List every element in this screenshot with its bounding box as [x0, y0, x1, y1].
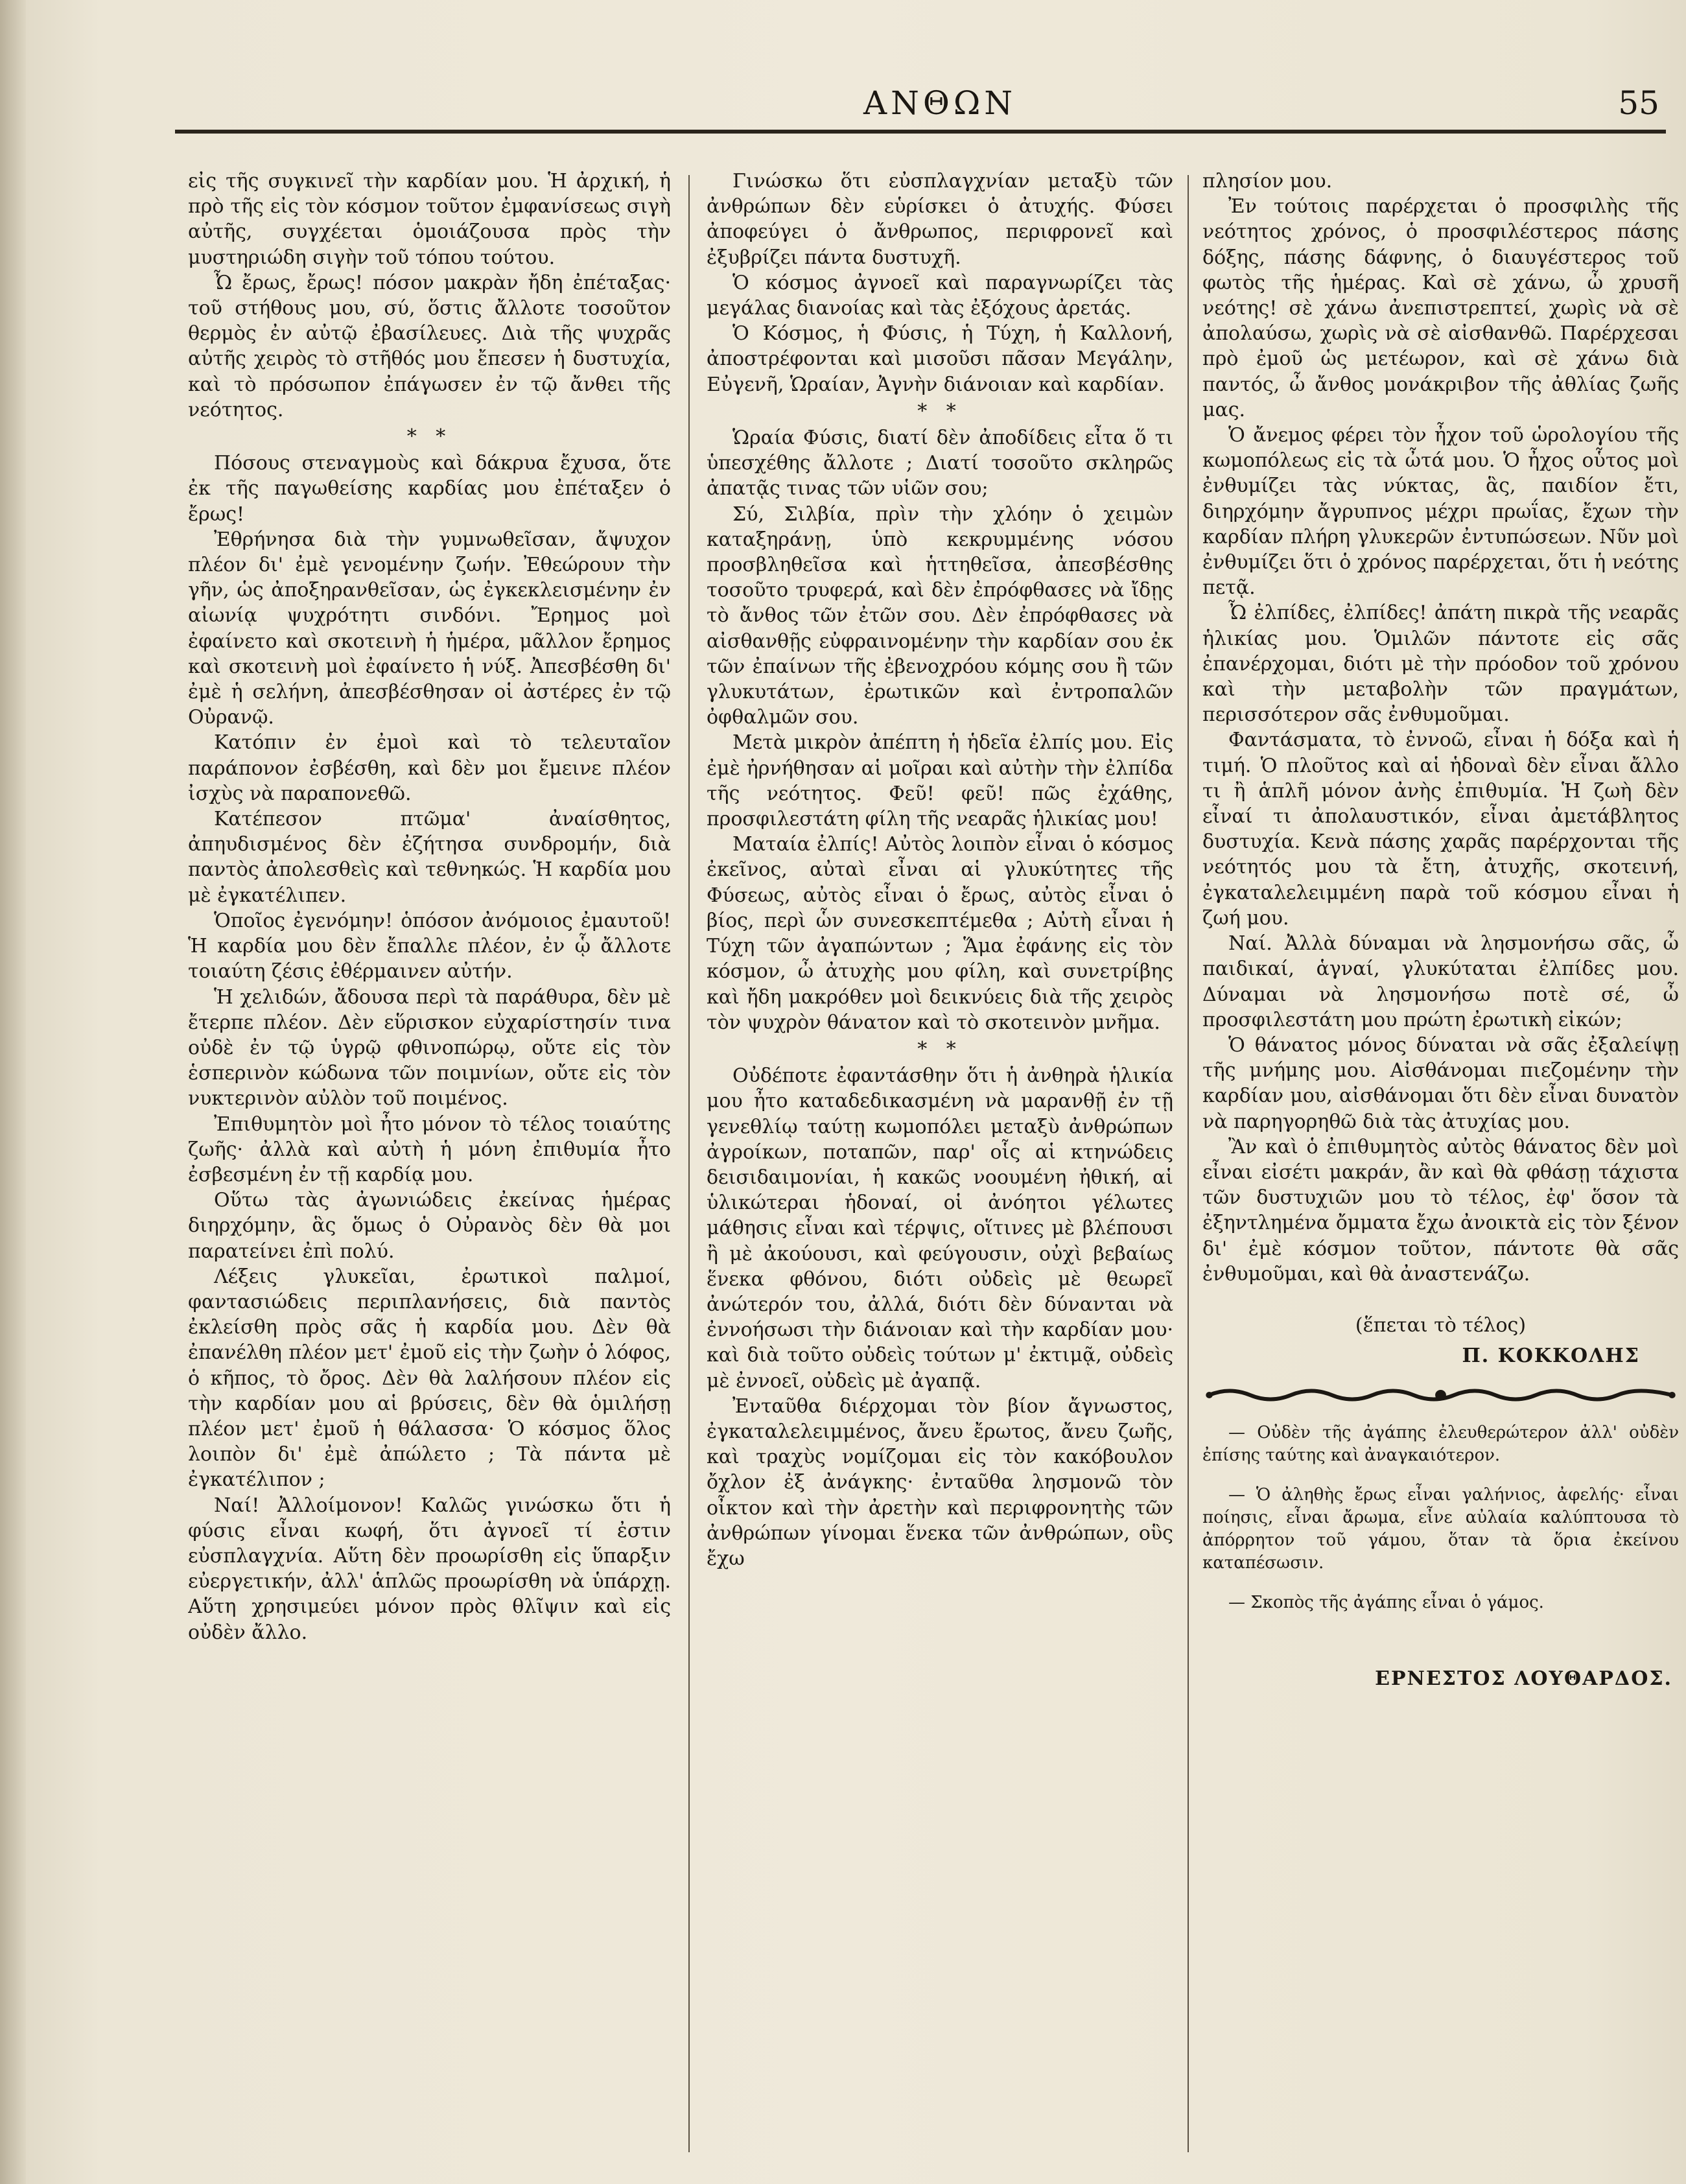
column-3	[1202, 169, 1679, 2152]
paragraph: Ἂν καὶ ὁ ἐπιθυμητὸς αὐτὸς θάνατος δὲν μοὶ εἶναι εἰσέτι μακράν, ἂν καὶ θὰ φθάσῃ τάχιστα τῶν δυστυχιῶν μου τὸ τέλος, ἐφ' ὅσον τὰ ἐξηντλημένα ὄμματα ἔχω ἀνοικτὰ εἰς τὸν ξένον δι' ἐμὲ κόσμον τοῦτον, πάντοτε θὰ σᾶς ἐνθυμοῦμαι, καὶ θὰ ἀναστενάζω.	[1202, 1135, 1679, 1286]
paragraph: Ματαία ἐλπίς! Αὐτὸς λοιπὸν εἶναι ὁ κόσμος ἐκεῖνος, αὐταὶ εἶναι αἱ γλυκύτητες τῆς Φύσεως, αὐτὸς εἶναι ὁ ἔρως, αὐτὸς εἶναι ὁ βίος, περὶ ὧν συνεσκεπτέμεθα ; Αὐτὴ εἶναι ἡ Τύχη τῶν ἀγαπώντων ; Ἅμα ἐφάνης εἰς τὸν κόσμον, ὦ ἀτυχὴς μου φίλη, καὶ συνετρίβης καὶ ἤδη μακρόθεν μοὶ δεικνύεις διὰ τῆς χειρὸς τὸν ψυχρὸν θάνατον καὶ τὸ σκοτεινὸν μνῆμα.	[707, 833, 1173, 1034]
section-asterisks: * *	[917, 399, 963, 423]
paragraph: Κατέπεσον πτῶμα' ἀναίσθητος, ἀπηυδισμένος δὲν ἐζήτησα συνδρομήν, διὰ παντὸς ἀπολεσθεὶς καὶ τεθνηκώς. Ἡ καρδία μου μὲ ἐγκατέλιπεν.	[188, 808, 671, 907]
paragraph: Οὐδέποτε ἐφαντάσθην ὅτι ἡ ἀνθηρὰ ἡλικία μου ἦτο καταδεδικασμένη νὰ μαρανθῇ ἐν τῇ γενεθλίῳ ταύτῃ κωμοπόλει μεταξὺ ἀνθρώπων ἀγροίκων, ποταπῶν, παρ' οἷς αἱ κτηνώδεις δεισιδαιμονίαι, ἡ κακῶς νοουμένη ἠθική, αἱ ὑλικώτεραι ἡδοναί, οἱ ἀνόητοι γέλωτες μάθησις εἶναι καὶ τέρψις, οἵτινες μὲ βλέπουσι ἢ μὲ ἀκούουσι, καὶ φεύγουσιν, οὐχὶ βεβαίως ἕνεκα φθόνου, διότι οὐδεὶς μὲ θεωρεῖ ἀνώτερόν του, ἀλλά, διότι δὲν δύνανται νὰ ἐννοήσωσι τὴν διάνοιαν καὶ τὴν καρδίαν μου· καὶ διὰ τοῦτο οὐδεὶς τούτων μ' ἐκτιμᾷ, οὐδεὶς μὲ ἐννοεῖ, οὐδεὶς μὲ ἀγαπᾷ.	[707, 1064, 1173, 1392]
paragraph: Ὡραία Φύσις, διατί δὲν ἀποδίδεις εἶτα ὅ τι ὑπεσχέθης ἄλλοτε ; Διατί τοσοῦτο σκληρῶς ἀπατᾷς τινας τῶν υἱῶν σου;	[707, 427, 1173, 500]
paragraph: Λέξεις γλυκεῖαι, ἐρωτικοὶ παλμοί, φαντασιώδεις περιπλανήσεις, διὰ παντὸς ἐκλείσθη πρὸς σᾶς ἡ καρδία μου. Δὲν θὰ ἐπανέλθη πλέον μετ' ἐμοῦ εἰς τὴν ζωὴν ὁ λόφος, ὁ κῆπος, τὸ ὄρος. Δὲν θὰ λαλήσουν πλέον εἰς τὴν καρδίαν μου αἱ βρύσεις, δὲν θὰ ὁμιλήσῃ πλέον μετ' ἐμοῦ ἡ θάλασσα· Ὁ κόσμος ὅλος λοιπὸν δι' ἐμὲ ἀπώλετο ; Τὰ πάντα μὲ ἐγκατέλιπον ;	[188, 1265, 671, 1492]
paragraph: Ὁ Κόσμος, ἡ Φύσις, ἡ Τύχη, ἡ Καλλονή, ἀποστρέφονται καὶ μισοῦσι πᾶσαν Μεγάλην, Εὐγενῆ, Ὡραίαν, Ἀγνὴν διάνοιαν καὶ καρδίαν.	[707, 322, 1173, 396]
author-signature: Π. ΚΟΚΚΟΛΗΣ	[1462, 1344, 1640, 1368]
paragraph: Σύ, Σιλβία, πρὶν τὴν χλόην ὁ χειμὼν καταξηράνῃ, ὑπὸ κεκρυμμένης νόσου προσβληθεῖσα καὶ ἡττηθεῖσα, ἀπεσβέσθης τοσοῦτο τρυφερά, καὶ δὲν ἐπρόφθασες νὰ ἴδῃς τὸ ἄνθος τῶν ἐτῶν σου. Δὲν ἐπρόφθασες νὰ αἰσθανθῇς εὐφραινομένην τὴν καρδίαν σου ἐκ τῶν ἐπαίνων τῆς ἐβενοχρόου κόμης σου ἢ τῶν γλυκυτάτων, ἐρωτικῶν καὶ ἐντροπαλῶν ὀφθαλμῶν σου.	[707, 502, 1173, 729]
paragraph: Ὁποῖος ἐγενόμην! ὁπόσον ἀνόμοιος ἐμαυτοῦ! Ἡ καρδία μου δὲν ἔπαλλε πλέον, ἐν ᾧ ἄλλοτε τοιαύτη ζέσις ἐθέρμαινεν αὐτήν.	[188, 909, 671, 983]
ornamental-divider	[1202, 1385, 1679, 1405]
maxim: — Οὐδὲν τῆς ἀγάπης ἐλευθερώτερον ἀλλ' οὐδὲν ἐπίσης ταύτης καὶ ἀναγκαιότερον.	[1202, 1423, 1679, 1466]
paragraph: Ἐν τούτοις παρέρχεται ὁ προσφιλὴς τῆς νεότητος χρόνος, ὁ προσφιλέστερος πάσης δόξης, πάσης δάφνης, ὁ διαυγέστερος τοῦ φωτὸς τῆς ἡμέρας. Καὶ σὲ χάνω, ὦ χρυσῆ νεότης! σὲ χάνω ἀνεπιστρεπτεί, χωρὶς νὰ σὲ ἀπολαύσω, χωρὶς νὰ σὲ αἰσθανθῶ. Παρέρχεσαι πρὸ ἐμοῦ ὡς μετέωρον, καὶ σὲ χάνω διὰ παντός, ὦ ἄνθος μονάκριβον τῆς ἀθλίας ζωῆς μας.	[1202, 195, 1679, 421]
page-number: 55	[1618, 84, 1659, 122]
paragraph: Οὕτω τὰς ἀγωνιώδεις ἐκείνας ἡμέρας διηρχόμην, ἃς ὅμως ὁ Οὐρανὸς δὲν θὰ μοι παρατείνει ἐπὶ πολύ.	[188, 1189, 671, 1263]
paragraph: Ναί! Ἀλλοίμονον! Καλῶς γινώσκω ὅτι ἡ φύσις εἶναι κωφή, ὅτι ἀγνοεῖ τί ἐστιν εὐσπλαγχνία. Αὕτη δὲν προωρίσθη εἰς ὕπαρξιν εὐεργετικήν, ἀλλ' ἁπλῶς προωρίσθη νὰ ὑπάρχῃ. Αὕτη χρησιμεύει μόνον πρὸς θλῖψιν καὶ εἰς οὐδὲν ἄλλο.	[188, 1494, 671, 1644]
paragraph: Ὁ ἄνεμος φέρει τὸν ἦχον τοῦ ὡρολογίου τῆς κωμοπόλεως εἰς τὰ ὦτά μου. Ὁ ἦχος οὗτος μοὶ ἐνθυμίζει τὰς νύκτας, ἃς, παιδίον ἔτι, διηρχόμην ἄγρυπνος μέχρι πρωΐας, ἔχων τὴν καρδίαν πλήρη γλυκερῶν ἐντυπώσεων. Νῦν μοὶ ἐνθυμίζει ὅτι ὁ χρόνος παρέρχεται, ὅτι ἡ νεότης πετᾷ.	[1202, 424, 1679, 600]
paragraph: Μετὰ μικρὸν ἀπέπτη ἡ ἡδεῖα ἐλπίς μου. Εἰς ἐμὲ ἠρνήθησαν αἱ μοῖραι καὶ αὐτὴν τὴν ἐλπίδα τῆς νεότητος. Φεῦ! φεῦ! πῶς ἐχάθης, προσφιλεστάτη φίλη τῆς νεαρᾶς ἡλικίας μου!	[707, 731, 1173, 831]
column-separator	[688, 175, 690, 2152]
continued-note: (ἕπεται τὸ τέλος)	[1355, 1313, 1527, 1337]
paragraph: Ἐνταῦθα διέρχομαι τὸν βίον ἄγνωστος, ἐγκαταλελειμμένος, ἄνευ ἔρωτος, ἄνευ ζωῆς, καὶ τραχὺς νομίζομαι εἰς τὸν κακόβουλον ὄχλον ἐξ ἀνάγκης· ἐνταῦθα λησμονῶ τὸν οἶκτον καὶ τὴν ἀρετὴν καὶ περιφρονητὴς τῶν ἀνθρώπων γίνομαι ἕνεκα τῶν ἀνθρώπων, οὓς ἔχω	[707, 1394, 1173, 1570]
paragraph: Πόσους στεναγμοὺς καὶ δάκρυα ἔχυσα, ὅτε ἐκ τῆς παγωθείσης καρδίας μου ἐπέταξεν ὁ ἔρως!	[188, 452, 671, 526]
paragraph: Ἐπιθυμητὸν μοὶ ἦτο μόνον τὸ τέλος τοιαύτης ζωῆς· ἀλλὰ καὶ αὐτὴ ἡ μόνη ἐπιθυμία ἦτο ἐσβεσμένη ἐν τῇ καρδίᾳ μου.	[188, 1112, 671, 1186]
paragraph: Γινώσκω ὅτι εὐσπλαγχνίαν μεταξὺ τῶν ἀνθρώπων δὲν εὑρίσκει ὁ ἀτυχής. Φύσει ἀποφεύγει ὁ ἄνθρωπος, περιφρονεῖ καὶ ἐξυβρίζει πάντα δυστυχῆ.	[707, 170, 1173, 269]
journal-title: ΑΝΘΩΝ	[863, 84, 1017, 122]
paragraph: Ὦ ἔρως, ἔρως! πόσον μακρὰν ἤδη ἐπέταξας· τοῦ στήθους μου, σύ, ὅστις ἄλλοτε τοσοῦτον θερμὸς ἐν αὐτῷ ἐβασίλευες. Διὰ τῆς ψυχρᾶς αὐτῆς χειρὸς τὸ στῆθός μου ἔπεσεν ἡ δυστυχία, καὶ τὸ πρόσωπον ἐπάγωσεν ἐν τῷ ἄνθει τῆς νεότητος.	[188, 271, 671, 421]
paragraph: Φαντάσματα, τὸ ἐννοῶ, εἶναι ἡ δόξα καὶ ἡ τιμή. Ὁ πλοῦτος καὶ αἱ ἡδοναὶ δὲν εἶναι ἄλλο τι ἢ ἁπλῆ μόνον ἀνὴς ἐπιθυμία. Ἡ ζωὴ δὲν εἶναί τι ἀπολαυστικόν, εἶναι ἀμετάβλητος δυστυχία. Κενὰ πάσης χαρᾶς παρέρχονται τῆς νεότητός μου τὰ ἔτη, ἀτυχῆς, σκοτεινή, ἐγκαταλελειμμένη παρὰ τοῦ κόσμου εἶναι ἡ ζωή μου.	[1202, 729, 1679, 930]
paragraph: Ὦ ἐλπίδες, ἐλπίδες! ἀπάτη πικρὰ τῆς νεαρᾶς ἡλικίας μου. Ὁμιλῶν πάντοτε εἰς σᾶς ἐπανέρχομαι, διότι μὲ τὴν πρόοδον τοῦ χρόνου καὶ τὴν μεταβολὴν τῶν πραγμάτων, περισσότερον σᾶς ἐνθυμοῦμαι.	[1202, 602, 1679, 727]
column-separator	[1188, 175, 1189, 2152]
paragraph: πλησίον μου.	[1202, 170, 1333, 193]
paragraph: εἰς τῆς συγκινεῖ τὴν καρδίαν μου. Ἡ ἀρχική, ἡ πρὸ τῆς εἰς τὸν κόσμον τοῦτον ἐμφανίσεως σιγὴ αὐτῆς, συγχέεται ὁμοιάζουσα πρὸς τὴν μυστηριώδη σιγὴν τοῦ τόπου τούτου.	[188, 170, 671, 269]
header-rule	[175, 130, 1666, 134]
paragraph: Ναί. Ἀλλὰ δύναμαι νὰ λησμονήσω σᾶς, ὦ παιδικαί, ἁγναί, γλυκύταται ἐλπίδες μου. Δύναμαι νὰ λησμονήσω ποτὲ σέ, ὦ προσφιλεστάτη μου πρώτη ἐρωτικὴ εἰκών;	[1202, 932, 1679, 1031]
column-1	[188, 169, 671, 2152]
maxim: — Ὁ ἀληθὴς ἔρως εἶναι γαλήνιος, ἀφελής· εἶναι ποίησις, εἶναι ἄρωμα, εἶνε αὐλαία καλύπτουσα τὸ ἀπόρρητον τοῦ γάμου, ὅταν τὰ ὅρια ἐκείνου καταπέσωσιν.	[1202, 1485, 1679, 1573]
section-asterisks: * *	[406, 425, 452, 449]
maxim: — Σκοπὸς τῆς ἀγάπης εἶναι ὁ γάμος.	[1228, 1593, 1544, 1613]
section-asterisks: * *	[917, 1037, 963, 1061]
paragraph: Ὁ κόσμος ἀγνοεῖ καὶ παραγνωρίζει τὰς μεγάλας διανοίας καὶ τὰς ἐξόχους ἀρετάς.	[707, 271, 1173, 320]
page-edge-shadow	[0, 0, 26, 2184]
column-2	[707, 169, 1173, 2152]
paragraph: Ἡ χελιδών, ἄδουσα περὶ τὰ παράθυρα, δὲν μὲ ἔτερπε πλέον. Δὲν εὕρισκον εὐχαρίστησίν τινα οὐδὲ ἐν τῷ ὑγρῷ φθινοπώρῳ, οὔτε εἰς τὸν ἑσπερινὸν κώδωνα τῶν ποιμνίων, οὔτε εἰς τὸν νυκτερινὸν αὐλὸν τοῦ ποιμένος.	[188, 985, 671, 1110]
paragraph: Κατόπιν ἐν ἐμοὶ καὶ τὸ τελευταῖον παράπονον ἐσβέσθη, καὶ δὲν μοι ἔμεινε πλέον ἰσχὺς νὰ παραπονεθῶ.	[188, 731, 671, 805]
page-header	[169, 84, 1672, 130]
paragraph: Ἐθρήνησα διὰ τὴν γυμνωθεῖσαν, ἄψυχον πλέον δι' ἐμὲ γενομένην ζωήν. Ἐθεώρουν τὴν γῆν, ὡς ἀποξηρανθεῖσαν, ὡς ἐγκεκλεισμένην ἐν αἰωνίᾳ ψυχρότητι σινδόνι. Ἔρημος μοὶ ἐφαίνετο καὶ σκοτεινὴ ἡ ἡμέρα, μᾶλλον ἔρημος καὶ σκοτεινὴ μοὶ ἐφαίνετο ἡ νύξ. Ἀπεσβέσθη δι' ἐμὲ ἡ σελήνη, ἀπεσβέσθησαν οἱ ἀστέρες ἐν τῷ Οὐρανῷ.	[188, 528, 671, 729]
paragraph: Ὁ θάνατος μόνος δύναται νὰ σᾶς ἐξαλείψῃ τῆς μνήμης μου. Αἰσθάνομαι πιεζομένην τὴν καρδίαν μου, αἰσθάνομαι ὅτι δὲν εἶναι δυνατὸν νὰ παρηγορηθῶ διὰ τὰς ἀτυχίας μου.	[1202, 1033, 1679, 1133]
maxims-author: ΕΡΝΕΣΤΟΣ ΛΟΥΘΑΡΔΟΣ.	[1375, 1667, 1672, 1691]
